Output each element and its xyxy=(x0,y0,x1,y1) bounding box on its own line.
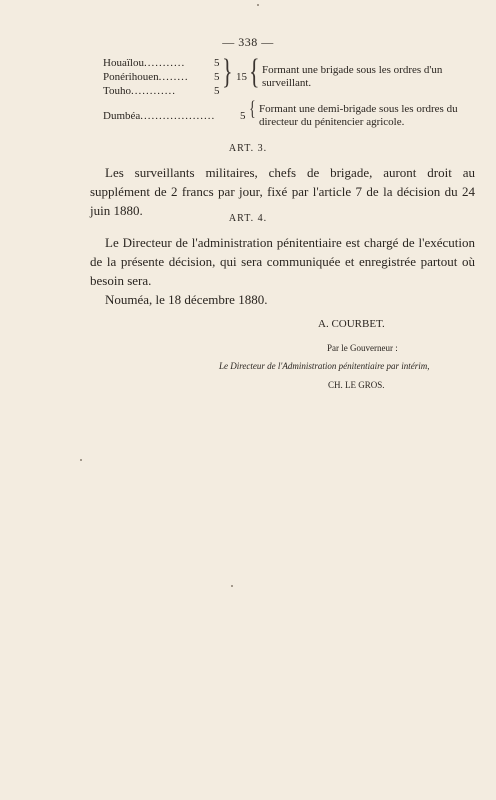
brigade-name: Houaïlou xyxy=(103,57,144,69)
group-note: Formant une brigade sous les ordres d'un surveillant. xyxy=(262,64,443,89)
brace-dumbea: { xyxy=(249,98,256,121)
paper-speck xyxy=(231,585,233,587)
brigade-count: 5 xyxy=(214,57,220,69)
page-number: — 338 — xyxy=(222,35,274,49)
leader-dots: ........ xyxy=(158,71,189,83)
art3-heading: ART. 3. xyxy=(228,143,268,154)
table-row xyxy=(103,71,189,83)
par-le-gouverneur: Par le Gouverneur : xyxy=(327,343,398,353)
brigade-name: Dumbéa xyxy=(103,110,141,122)
brigade-name: Touho xyxy=(103,85,131,97)
dumbea-note: Formant une demi-brigade sous les ordres du directeur du pénitencier agricole. xyxy=(259,103,458,128)
director-name: CH. LE GROS. xyxy=(328,380,385,390)
paper-speck xyxy=(80,459,82,461)
brigade-name: Ponérihouen xyxy=(103,71,159,83)
brigade-count: 5 xyxy=(240,110,246,122)
leader-dots: ............ xyxy=(130,85,176,97)
art3-paragraph: Les surveillants militaires, chefs de brigade, auront droit au supplément de 2 francs par jour, fixé par l'article 7 de la décision du 24 juin 1880. xyxy=(90,165,475,218)
table-row xyxy=(103,57,185,69)
signatory: A. COURBET. xyxy=(318,318,385,330)
table-row xyxy=(103,85,176,97)
leader-dots: .................... xyxy=(140,110,216,122)
paper-speck xyxy=(257,4,259,6)
date-line: Nouméa, le 18 décembre 1880. xyxy=(105,292,268,307)
brace-left: } xyxy=(222,50,233,91)
director-title: Le Directeur de l'Administration pénitentiaire par intérim, xyxy=(219,361,430,371)
group-total: 15 xyxy=(236,71,247,83)
brigade-count: 5 xyxy=(214,85,220,97)
table-row xyxy=(103,110,215,122)
brace-right: { xyxy=(249,50,260,91)
brigade-count: 5 xyxy=(214,71,220,83)
art4-paragraph: Le Directeur de l'administration pénitentiaire est chargé de l'exécution de la présente décision, qui sera communiquée et enregistrée partout où besoin sera. xyxy=(90,235,475,288)
art4-heading: ART. 4. xyxy=(228,213,268,224)
leader-dots: ........... xyxy=(143,57,186,69)
